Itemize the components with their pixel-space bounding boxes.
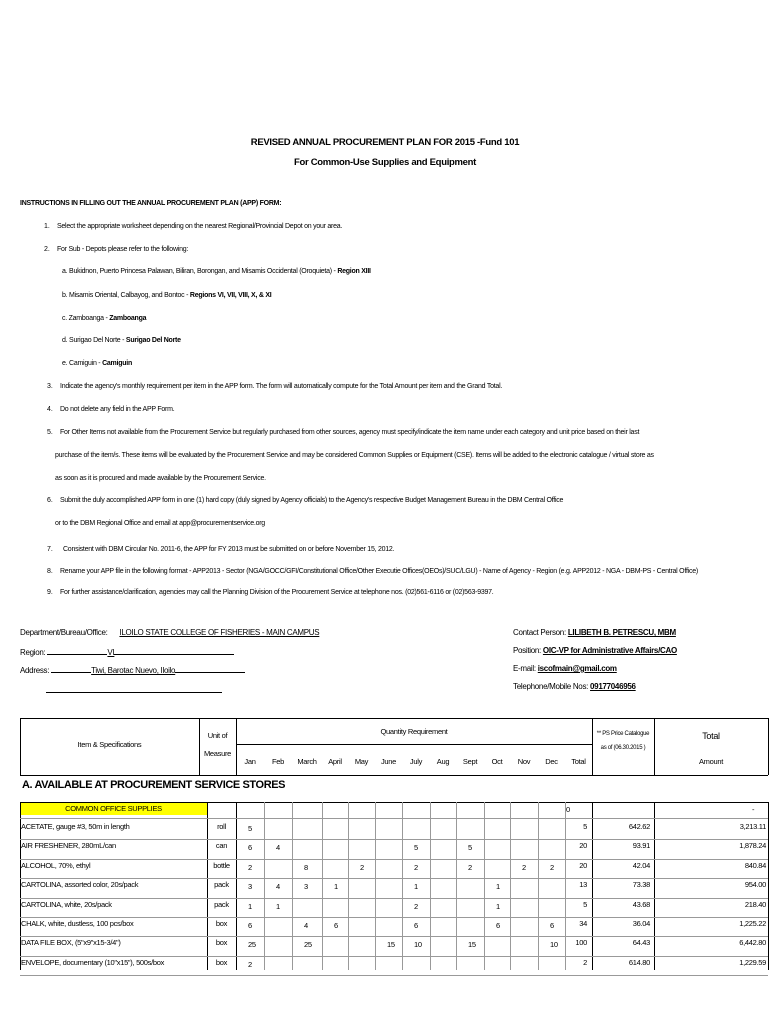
phone-label: Telephone/Mobile Nos:: [513, 682, 589, 691]
month-qty: 6: [550, 921, 554, 930]
month-qty: 4: [276, 843, 280, 853]
instruction-number: 6.: [47, 497, 53, 504]
email-value: iscofmain@gmail.com: [537, 664, 617, 673]
instruction-text: For Other Items not available from the Procurement Service but regularly purchased from other sources, agency must specify/indicate the item name under each category and unit price based on their last: [60, 429, 640, 436]
instruction-text: a. Bukidnon, Puerto Princesa Palawan, Biliran, Borongan, and Misamis Occidental (Oroquieta) -: [62, 268, 338, 275]
item-total-qty: 2: [583, 957, 587, 967]
contact-label: Contact Person:: [513, 628, 566, 637]
instruction-line: [60, 383, 502, 390]
month-header-may: May: [354, 757, 369, 766]
item-price: 93.91: [632, 841, 650, 851]
month-qty: 15: [387, 940, 395, 950]
month-qty: 6: [414, 921, 418, 930]
month-qty: 6: [248, 921, 252, 930]
instruction-text: Select the appropriate worksheet depending on the nearest Regional/Provincial Depot on your area.: [57, 223, 343, 230]
item-unit: can: [215, 841, 228, 851]
instruction-line: [63, 546, 394, 553]
phone-field: [513, 682, 636, 691]
month-header-total: Total: [571, 757, 586, 766]
item-amount: 954.00: [744, 880, 766, 890]
month-qty: 5: [468, 843, 472, 853]
contact-value: LILIBETH B. PETRESCU, MBM: [567, 628, 676, 637]
month-qty: 1: [496, 901, 500, 911]
item-name: CARTOLINA, white, 20s/pack: [21, 899, 112, 909]
month-qty: 2: [522, 862, 526, 872]
item-amount: 1,229.59: [739, 957, 766, 967]
month-header-april: April: [328, 757, 342, 766]
month-qty: 5: [248, 824, 252, 833]
item-total-qty: 13: [579, 880, 587, 890]
instruction-text: purchase of the item/s. These items will be evaluated by the Procurement Service and may be considered Common Supplies or Equipment (CSE). Items will be added to the electronic catalogue / virtual store as: [55, 452, 654, 459]
instruction-line: [62, 337, 181, 344]
item-total-qty: 5: [583, 822, 587, 831]
item-amount: 1,878.24: [739, 841, 766, 851]
address-value: Tiwi, Barotac Nuevo, Iloilo: [91, 666, 176, 675]
month-qty: 1: [334, 882, 338, 892]
item-unit: pack: [214, 899, 229, 909]
instruction-number: 4.: [47, 406, 53, 413]
item-unit: box: [215, 938, 228, 948]
instruction-number: 5.: [47, 429, 53, 436]
item-total-qty: 100: [575, 938, 587, 948]
instruction-line: [62, 315, 146, 322]
email-label: E-mail:: [513, 664, 536, 673]
instruction-text: Do not delete any field in the APP Form.: [60, 406, 175, 413]
month-qty: 6: [248, 843, 252, 853]
month-header-june: June: [380, 757, 397, 766]
address-field: [20, 664, 245, 675]
month-qty: 10: [550, 940, 558, 950]
instruction-line: [55, 452, 654, 459]
month-qty: 2: [468, 862, 472, 872]
month-header-july: July: [409, 757, 423, 766]
col-total-header-2: Amount: [698, 757, 724, 766]
month-qty: 2: [414, 862, 418, 872]
instruction-text: Consistent with DBM Circular No. 2011-6, the APP for FY 2013 must be submitted on or before November 15, 2012.: [63, 546, 395, 553]
region-value: VI: [107, 648, 115, 657]
contact-field: [513, 628, 676, 637]
dept-label: Department/Bureau/Office:: [20, 628, 108, 637]
instruction-line: [55, 520, 265, 527]
month-header-jan: Jan: [244, 757, 256, 766]
instruction-text: or to the DBM Regional Office and email at app@procurementservice.org: [55, 520, 265, 527]
instruction-text: as soon as it is procured and made available by the Procurement Service.: [55, 475, 266, 482]
instruction-number: 1.: [44, 223, 50, 230]
month-header-sept: Sept: [462, 757, 478, 766]
item-total-qty: 20: [579, 841, 587, 851]
position-value: OIC-VP for Administrative Affairs/CAO: [542, 646, 677, 655]
common-office-supplies-label: COMMON OFFICE SUPPLIES: [20, 803, 207, 815]
month-qty: 2: [550, 862, 554, 872]
item-total-qty: 5: [583, 899, 587, 909]
instruction-text: For further assistance/clarification, agencies may call the Planning Division of the Procurement Service at telephone nos. (02)561-6116 or (02)563-9397.: [60, 589, 494, 596]
col-total-header-1: Total: [702, 731, 720, 741]
month-qty: 2: [414, 901, 418, 911]
month-qty: 1: [496, 882, 500, 892]
item-price: 73.38: [632, 880, 650, 890]
item-amount: 3,213.11: [739, 822, 766, 831]
common-amount: -: [752, 805, 755, 814]
month-qty: 2: [248, 862, 252, 872]
instructions-heading: INSTRUCTIONS IN FILLING OUT THE ANNUAL PROCUREMENT PLAN (APP) FORM:: [20, 200, 282, 207]
item-amount: 6,442.80: [739, 938, 766, 948]
item-unit: pack: [214, 880, 229, 890]
item-unit: roll: [217, 822, 226, 831]
item-unit: box: [215, 919, 228, 928]
month-qty: 2: [360, 862, 364, 872]
instruction-bold-text: Regions VI, VII, VIII, X, & XI: [189, 292, 272, 299]
item-price: 42.04: [632, 860, 650, 870]
month-qty: 10: [414, 940, 422, 950]
col-price-header-2: as of (06.30.2015 ): [600, 745, 646, 751]
instruction-text: Submit the duly accomplished APP form in one (1) hard copy (duly signed by Agency officials) to the Agency's respective Budget Management Bureau in the DBM Central Office: [60, 497, 564, 504]
month-qty: 3: [304, 882, 308, 892]
item-name: ENVELOPE, documentary (10"x15"), 500s/box: [21, 957, 165, 967]
col-price-header-1: ** PS Price Catalogue: [596, 731, 650, 737]
instruction-text: Rename your APP file in the following format - APP2013 - Sector (NGA/GOCC/GFI/Constitutional Office/Other Executie Offices(OEOs)/SUC/LGU) - Name of Agency - Region (e.g. APP2012 - NGA - DBM-PS - Central Office): [60, 568, 698, 575]
item-amount: 218.40: [744, 899, 766, 909]
item-price: 642.62: [628, 822, 650, 831]
month-header-oct: Oct: [491, 757, 503, 766]
instruction-line: [60, 406, 174, 413]
instruction-number: 8.: [47, 568, 53, 575]
month-qty: 4: [276, 882, 280, 892]
qty-requirement-header: Quantity Requirement: [380, 727, 448, 736]
instruction-line: [62, 360, 132, 367]
common-total: 0: [566, 805, 570, 814]
page-title: REVISED ANNUAL PROCUREMENT PLAN FOR 2015 -Fund 101: [250, 137, 520, 148]
instruction-text: For Sub - Depots please refer to the following:: [57, 246, 189, 253]
col-unit-header-1: Unit of: [207, 731, 228, 740]
instruction-bold-text: Camiguin: [102, 360, 132, 367]
instruction-number: 9.: [47, 589, 53, 596]
item-price: 36.04: [632, 919, 650, 928]
instruction-number: 2.: [44, 246, 50, 253]
instruction-line: [57, 223, 342, 230]
position-field: [513, 646, 677, 655]
instruction-bold-text: Region XIII: [337, 268, 371, 275]
month-header-aug: Aug: [436, 757, 450, 766]
item-name: ACETATE, gauge #3, 50m in length: [21, 822, 130, 831]
instruction-text: Indicate the agency's monthly requirement per item in the APP form. The form will automatically compute for the Total Amount per item and the Grand Total.: [60, 383, 503, 390]
month-qty: 25: [304, 940, 312, 950]
instruction-line: [60, 497, 563, 504]
month-qty: 1: [414, 882, 418, 892]
item-name: CARTOLINA, assorted color, 20s/pack: [21, 880, 139, 890]
instruction-line: [57, 246, 188, 253]
email-field: [513, 664, 617, 673]
dept-field: [20, 628, 319, 637]
month-qty: 6: [496, 921, 500, 930]
page-subtitle: For Common-Use Supplies and Equipment: [293, 157, 477, 168]
phone-value: 09177046956: [590, 682, 636, 691]
address-label: Address:: [20, 666, 50, 675]
month-qty: 6: [334, 921, 338, 930]
item-unit: bottle: [213, 860, 230, 870]
region-field: [20, 646, 234, 657]
instruction-bold-text: Zamboanga: [109, 315, 147, 322]
month-qty: 1: [276, 901, 280, 911]
item-name: ALCOHOL, 70%, ethyl: [21, 860, 91, 870]
month-qty: 2: [248, 959, 252, 969]
instruction-text: e. Camiguin -: [62, 360, 103, 367]
position-label: Position:: [513, 646, 541, 655]
month-qty: 1: [248, 901, 252, 911]
instruction-line: [55, 475, 266, 482]
item-name: AIR FRESHENER, 280mL/can: [21, 841, 116, 851]
item-price: 43.68: [632, 899, 650, 909]
instruction-line: [60, 568, 698, 575]
month-qty: 3: [248, 882, 252, 892]
month-header-dec: Dec: [545, 757, 558, 766]
item-total-qty: 34: [579, 919, 587, 928]
item-amount: 1,225.22: [739, 919, 766, 928]
instruction-line: [62, 292, 271, 299]
col-item-header: Item & Specifications: [77, 740, 142, 749]
instruction-line: [60, 589, 493, 596]
dept-value: ILOILO STATE COLLEGE OF FISHERIES - MAIN CAMPUS: [119, 628, 320, 637]
month-qty: 8: [304, 862, 308, 872]
item-price: 64.43: [632, 938, 650, 948]
item-price: 614.80: [628, 957, 650, 967]
instruction-line: [62, 268, 371, 275]
instruction-text: d. Surigao Del Norte -: [62, 337, 126, 344]
month-header-feb: Feb: [271, 757, 285, 766]
item-name: DATA FILE BOX, (5"x9"x15-3/4"): [21, 938, 121, 948]
section-a-title: A. AVAILABLE AT PROCUREMENT SERVICE STORES: [22, 779, 286, 791]
item-name: CHALK, white, dustless, 100 pcs/box: [21, 919, 134, 928]
month-qty: 4: [304, 921, 308, 930]
item-unit: box: [215, 957, 228, 967]
instruction-line: [60, 429, 639, 436]
item-amount: 840.84: [744, 860, 766, 870]
month-header-march: March: [297, 757, 317, 766]
instruction-number: 3.: [47, 383, 53, 390]
month-qty: 15: [468, 940, 476, 950]
address-blank-line: [46, 692, 222, 693]
month-qty: 25: [248, 940, 256, 950]
item-total-qty: 20: [579, 860, 587, 870]
instruction-bold-text: Surigao Del Norte: [125, 337, 181, 344]
region-label: Region:: [20, 648, 46, 657]
col-unit-header-2: Measure: [203, 749, 232, 758]
month-qty: 5: [414, 843, 418, 853]
instruction-text: c. Zamboanga -: [62, 315, 110, 322]
instruction-number: 7.: [47, 546, 53, 553]
month-header-nov: Nov: [517, 757, 531, 766]
instruction-text: b. Misamis Oriental, Calbayog, and Bontoc -: [62, 292, 190, 299]
